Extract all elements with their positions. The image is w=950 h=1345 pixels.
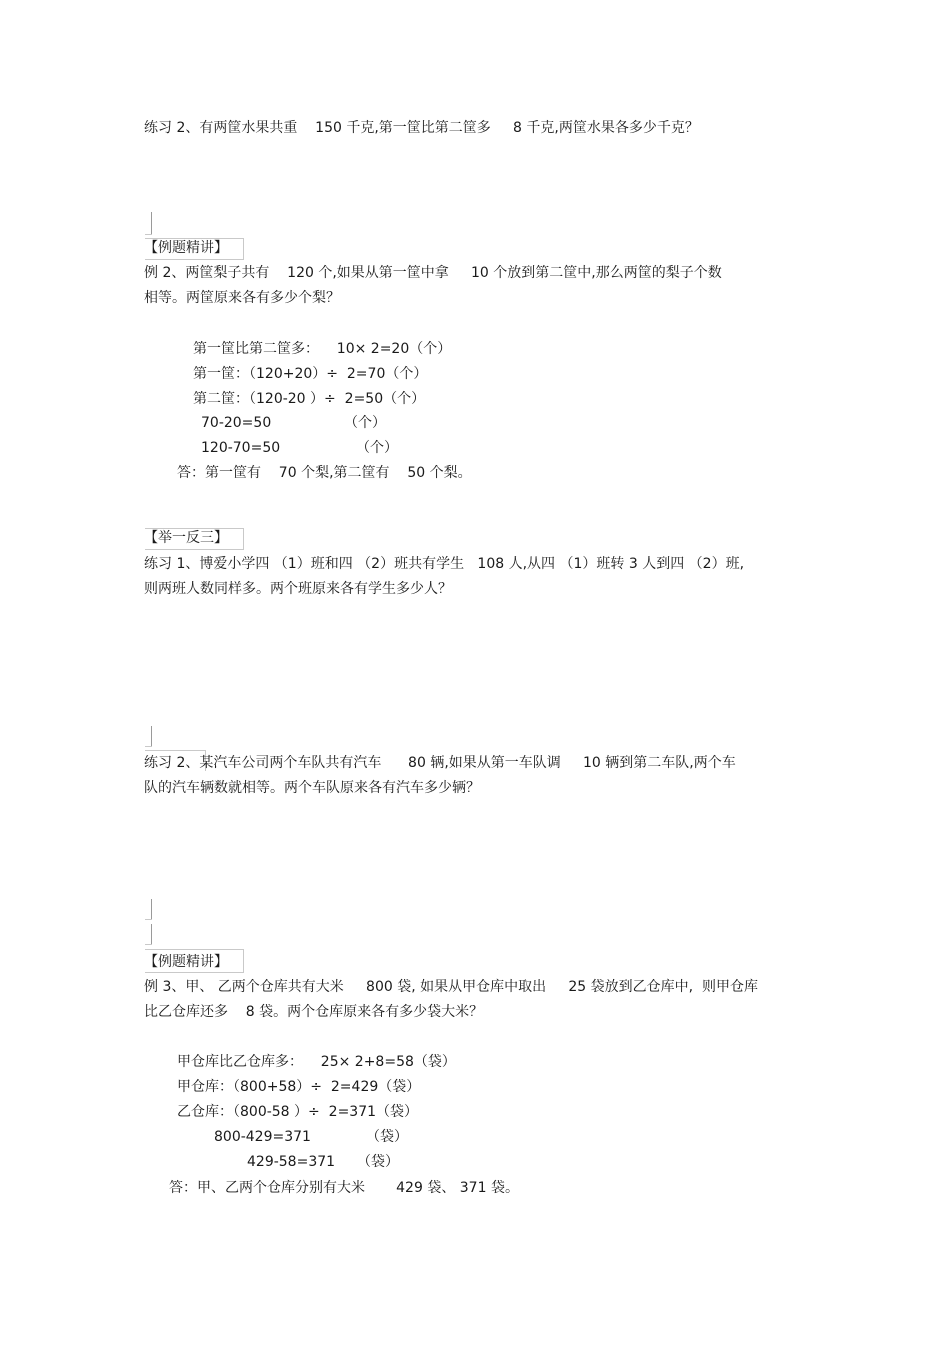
example-2-question: 例 2、两筐梨子共有 120 个,如果从第一筐中拿 10 个放到第二筐中,那么两筐的梨子个数 xyxy=(144,265,722,281)
solution-line: 第一筐比第二筐多： 10× 2=20（个） xyxy=(193,341,452,357)
solution-unit: （袋） xyxy=(366,1129,408,1145)
example-3-question-cont: 比乙仓库还多 8 袋。两个仓库原来各有多少袋大米？ xyxy=(144,1004,484,1020)
solution-line: 70-20=50 xyxy=(201,415,272,431)
layout-mark xyxy=(151,212,152,234)
layout-mark xyxy=(145,746,152,747)
solution-line: 乙仓库：（800-58 ）÷ 2=371（袋） xyxy=(177,1104,419,1120)
layout-mark xyxy=(145,234,152,235)
solution-line: 第二筐：（120-20 ）÷ 2=50（个） xyxy=(193,391,426,407)
solution-unit: （个） xyxy=(356,440,398,456)
answer-line: 答：甲、乙两个仓库分别有大米 429 袋、 371 袋。 xyxy=(169,1180,519,1196)
solution-line: 800-429=371 xyxy=(214,1129,311,1145)
section-heading-example-3: 【例题精讲】 xyxy=(144,954,228,970)
layout-mark xyxy=(145,919,152,920)
exercise-2-question-cont: 队的汽车辆数就相等。两个车队原来各有汽车多少辆？ xyxy=(144,780,480,796)
layout-mark xyxy=(151,726,152,746)
answer-line: 答：第一筐有 70 个梨,第二筐有 50 个梨。 xyxy=(177,465,472,481)
exercise-2-fruit: 练习 2、有两筐水果共重 150 千克,第一筐比第二筐多 8 千克,两筐水果各多少千克？ xyxy=(144,120,699,136)
exercise-1-question-cont: 则两班人数同样多。两个班原来各有学生多少人？ xyxy=(144,581,452,597)
layout-mark xyxy=(145,944,152,945)
solution-line: 120-70=50 xyxy=(201,440,281,456)
example-3-question: 例 3、甲、 乙两个仓库共有大米 800 袋, 如果从甲仓库中取出 25 袋放到乙仓库中, 则甲仓库 xyxy=(144,979,758,995)
exercise-2-question: 练习 2、某汽车公司两个车队共有汽车 80 辆,如果从第一车队调 10 辆到第二车队,两个车 xyxy=(144,755,736,771)
layout-mark xyxy=(151,924,152,944)
solution-unit: （个） xyxy=(344,415,386,431)
solution-line: 甲仓库：（800+58）÷ 2=429（袋） xyxy=(177,1079,421,1095)
solution-line: 第一筐：（120+20）÷ 2=70（个） xyxy=(193,366,428,382)
exercise-1-question: 练习 1、博爱小学四 （1）班和四 （2）班共有学生 108 人,从四 （1）班转 3 人到四 （2）班, xyxy=(144,556,745,572)
layout-mark xyxy=(151,899,152,919)
solution-line: 甲仓库比乙仓库多： 25× 2+8=58（袋） xyxy=(177,1054,456,1070)
section-heading-example: 【例题精讲】 xyxy=(144,240,228,256)
example-2-question-cont: 相等。两筐原来各有多少个梨？ xyxy=(144,290,340,306)
solution-unit: （袋） xyxy=(357,1154,399,1170)
section-heading-practice: 【举一反三】 xyxy=(144,530,228,546)
solution-line: 429-58=371 xyxy=(247,1154,336,1170)
